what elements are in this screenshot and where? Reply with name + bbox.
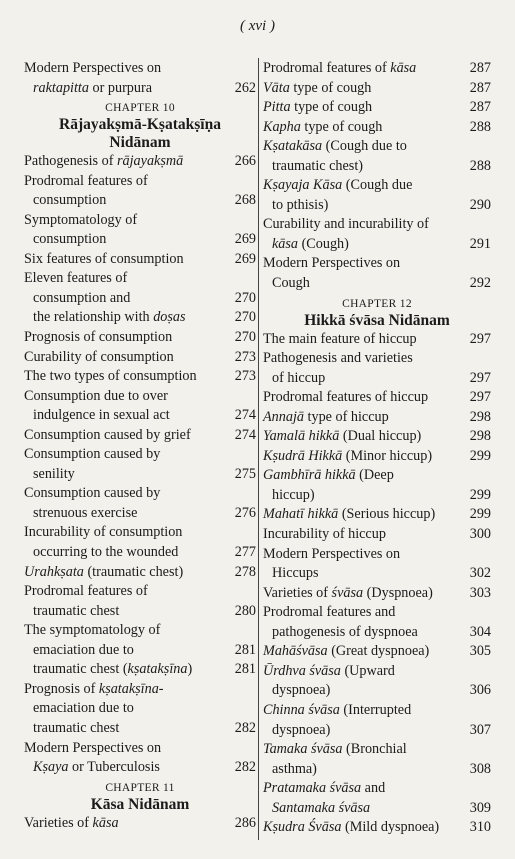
toc-page-number: 287 [469,79,491,96]
toc-page-number: 298 [469,408,491,425]
toc-page-number: 288 [469,157,491,174]
toc-entry[interactable] [24,484,256,523]
toc-entry-text: Curability of consumption [24,348,174,365]
toc-page-number: 287 [469,60,491,76]
toc-entry-text: Consumption caused by [24,446,161,463]
toc-entry[interactable] [263,176,491,215]
toc-page-number: 303 [469,584,491,601]
toc-entry-text: pathogenesis of dyspnoea [272,623,418,640]
toc-entry-text: Kapha type of cough [263,118,383,135]
toc-entry-text: kāsa (Cough) [272,235,349,252]
chapter-title: Hikkā śvāsa Nidānam [304,311,450,329]
toc-entry[interactable] [263,505,491,525]
toc-entry[interactable] [263,779,491,818]
toc-entry[interactable] [24,308,256,328]
toc-page-number: 281 [234,641,256,658]
toc-page-number: 262 [234,79,256,96]
toc-entry-text: Incurability of hiccup [263,526,386,543]
toc-entry[interactable] [263,427,491,447]
toc-entry[interactable] [24,680,256,739]
toc-left-column [24,59,256,833]
toc-entry-text: The symptomatology of [24,622,161,639]
toc-page-number: 268 [234,192,256,209]
toc-entry-text: Pathogenesis and varieties [263,350,413,367]
chapter-label: CHAPTER 11 [105,781,175,794]
toc-page-number: 306 [469,682,491,699]
toc-entry-text: Kṣudra Śvāsa (Mild dyspnoea) [263,819,440,836]
toc-entry-text: Prodromal features of kāsa [263,60,417,76]
toc-entry-text: strenuous exercise [33,504,138,521]
toc-entry-text: Tamaka śvāsa (Bronchial [263,741,407,758]
toc-entry-text: traumatic chest) [272,157,363,174]
toc-entry-text: Eleven features of [24,270,128,287]
toc-entry[interactable] [263,408,491,428]
toc-entry[interactable] [263,545,491,584]
toc-page-number: 269 [234,250,256,267]
toc-entry-text: Prodromal features of [24,583,148,600]
toc-entry-text: Consumption caused by grief [24,426,191,443]
toc-right-column [263,59,491,838]
toc-page-number: 292 [469,275,491,292]
toc-entry-text: Modern Perspectives on [263,545,401,562]
toc-entry[interactable] [24,211,256,250]
chapter-title: Rājayakṣmā-Kṣatakṣīṇa [59,116,221,134]
toc-page-number: 309 [469,799,491,816]
toc-entry[interactable] [263,137,491,176]
toc-entry[interactable] [24,660,256,680]
toc-page-number: 274 [234,407,256,424]
toc-page-number: 305 [469,643,491,660]
toc-entry-text: Symptomatology of [24,211,138,228]
chapter-title: Kāsa Nidānam [90,795,190,813]
toc-entry-text: Hiccups [272,565,319,582]
toc-page-number: 302 [469,565,491,582]
toc-entry-text: Pratamaka śvāsa and [263,780,386,797]
toc-entry-text: emaciation due to [33,700,134,717]
toc-entry-text: Prodromal features of hiccup [263,389,429,406]
toc-entry[interactable] [24,250,256,270]
toc-entry-text: Modern Perspectives on [24,739,162,756]
toc-page-number: 281 [234,661,256,678]
chapter-label: CHAPTER 12 [342,297,412,310]
toc-entry[interactable] [263,79,491,99]
toc-entry-text: consumption and [33,289,131,306]
toc-entry-text: Cough [272,275,310,292]
toc-entry-text: consumption [33,192,107,209]
toc-page-number: 290 [469,196,491,213]
toc-entry[interactable] [24,445,256,484]
toc-entry-text: Urahkṣata (traumatic chest) [24,563,184,580]
toc-page-number: 310 [469,819,491,836]
toc-entry-text: Consumption due to over [24,387,168,404]
toc-entry-text: Varieties of śvāsa (Dyspnoea) [263,584,433,601]
toc-page-number: 273 [234,348,256,365]
chapter-title: Nidānam [109,134,171,152]
toc-entry-text: Yamalā hikkā (Dual hiccup) [263,428,422,445]
toc-entry[interactable] [263,349,491,388]
toc-page-number: 277 [234,544,256,561]
toc-entry[interactable] [263,254,491,293]
toc-entry[interactable] [263,388,491,408]
toc-entry-text: hiccup) [272,486,315,503]
toc-entry[interactable] [263,215,491,254]
toc-page-number: 307 [469,721,491,738]
toc-page-number: 282 [234,759,256,776]
toc-entry[interactable] [263,603,491,642]
toc-entry-text: Pitta type of cough [263,99,373,116]
toc-page-number: 270 [234,309,256,326]
toc-entry-text: Consumption caused by [24,485,161,502]
column-divider [258,58,259,840]
toc-entry-text: Kṣatakāsa (Cough due to [263,138,407,155]
toc-entry[interactable] [24,582,256,621]
toc-page-number: 275 [234,465,256,482]
toc-page-number: 282 [234,719,256,736]
toc-entry[interactable] [24,172,256,211]
toc-entry-text: Prognosis of kṣatakṣīna- [24,680,164,697]
toc-entry-text: Santamaka śvāsa [272,799,371,816]
toc-entry-text: Kṣaya or Tuberculosis [33,759,160,776]
toc-entry-text: the relationship with doṣas [33,309,186,326]
toc-page-number: 291 [469,235,491,252]
toc-page-number: 300 [469,526,491,543]
toc-page-number: 304 [469,623,491,640]
toc-entry-text: Gambhīrā hikkā (Deep [263,467,394,484]
toc-page-number: 299 [469,506,491,523]
toc-entry-text: senility [33,465,75,482]
toc-entry-text: dyspnoea) [272,682,331,699]
toc-entry-text: Mahāśvāsa (Great dyspnoea) [263,643,430,660]
toc-entry[interactable] [24,387,256,426]
toc-entry[interactable] [263,98,491,118]
toc-entry-text: The main feature of hiccup [263,330,417,347]
chapter-label: CHAPTER 10 [105,102,175,115]
toc-page-number: 287 [469,99,491,116]
toc-page-number: 297 [469,330,491,347]
toc-entry-text: Prodromal features and [263,604,396,621]
toc-entry-text: Incurability of consumption [24,524,183,541]
toc-entry[interactable] [263,662,491,701]
toc-entry-text: Annajā type of hiccup [263,408,389,425]
toc-entry[interactable] [24,367,256,387]
toc-page-number: 276 [234,504,256,521]
toc-entry-text: to pthisis) [272,196,329,213]
toc-entry-text: Vāta type of cough [263,79,372,96]
toc-entry-text: consumption [33,231,107,248]
toc-entry-text: Modern Perspectives on [263,255,401,272]
toc-page-number: 274 [234,426,256,443]
toc-entry-text: The two types of consumption [24,368,197,385]
toc-entry[interactable] [24,563,256,583]
toc-entry-text: Prodromal features of [24,172,148,189]
toc-entry[interactable] [263,525,491,545]
toc-entry[interactable] [263,466,491,505]
toc-entry-text: Modern Perspectives on [24,60,162,76]
toc-entry[interactable] [24,59,256,98]
toc-entry[interactable] [24,739,256,778]
toc-entry[interactable] [24,152,256,172]
toc-entry-text: raktapitta or purpura [33,79,153,96]
toc-entry[interactable] [263,447,491,467]
toc-entry-text: Curability and incurability of [263,216,429,233]
toc-entry[interactable] [263,740,491,779]
toc-entry-text: Varieties of kāsa [24,814,119,831]
toc-entry-text: dyspnoea) [272,721,331,738]
page-header: ( xvi ) [240,18,275,34]
toc-entry[interactable] [24,348,256,368]
toc-entry-text: Pathogenesis of rājayakṣmā [24,153,184,170]
toc-entry[interactable] [24,523,256,562]
toc-entry-text: occurring to the wounded [33,544,179,561]
toc-entry-text: traumatic chest [33,719,120,736]
toc-page-number: 286 [234,814,256,831]
toc-page-number: 273 [234,368,256,385]
toc-page-number: 297 [469,389,491,406]
toc-page-number: 270 [234,289,256,306]
toc-entry[interactable] [24,621,256,660]
toc-entry[interactable] [263,642,491,662]
toc-entry-text: Kṣudrā Hikkā (Minor hiccup) [263,447,433,464]
toc-entry[interactable] [263,330,491,350]
toc-entry[interactable] [24,269,256,308]
toc-page-number: 297 [469,369,491,386]
toc-entry-text: emaciation due to [33,641,134,658]
toc-entry-text: of hiccup [272,369,326,386]
toc-page-number: 299 [469,486,491,503]
toc-page-number: 308 [469,760,491,777]
toc-entry-text: Six features of consumption [24,250,184,267]
toc-entry[interactable] [24,328,256,348]
toc-entry[interactable] [263,584,491,604]
toc-entry[interactable] [24,426,256,446]
toc-page-number: 269 [234,231,256,248]
toc-entry-text: asthma) [272,760,317,777]
toc-page-number: 266 [234,153,256,170]
toc-entry[interactable] [263,59,491,79]
toc-entry-text: Prognosis of consumption [24,329,173,346]
toc-entry-text: Ūrdhva śvāsa (Upward [263,662,395,679]
toc-page-number: 278 [234,563,256,580]
toc-page-number: 288 [469,118,491,135]
toc-entry-text: traumatic chest (kṣatakṣīna) [33,661,193,678]
toc-page-number: 280 [234,602,256,619]
toc-entry[interactable] [263,118,491,138]
toc-entry-text: traumatic chest [33,602,120,619]
toc-entry[interactable] [263,701,491,740]
toc-page-number: 299 [469,447,491,464]
toc-entry[interactable] [24,814,256,834]
toc-page-number: 298 [469,428,491,445]
toc-entry-text: Mahatī hikkā (Serious hiccup) [263,506,436,523]
toc-entry[interactable] [263,818,491,838]
toc-entry-text: Chinna śvāsa (Interrupted [263,701,412,718]
toc-entry-text: indulgence in sexual act [33,407,170,424]
toc-entry-text: Kṣayaja Kāsa (Cough due [263,177,413,194]
toc-page-number: 270 [234,329,256,346]
